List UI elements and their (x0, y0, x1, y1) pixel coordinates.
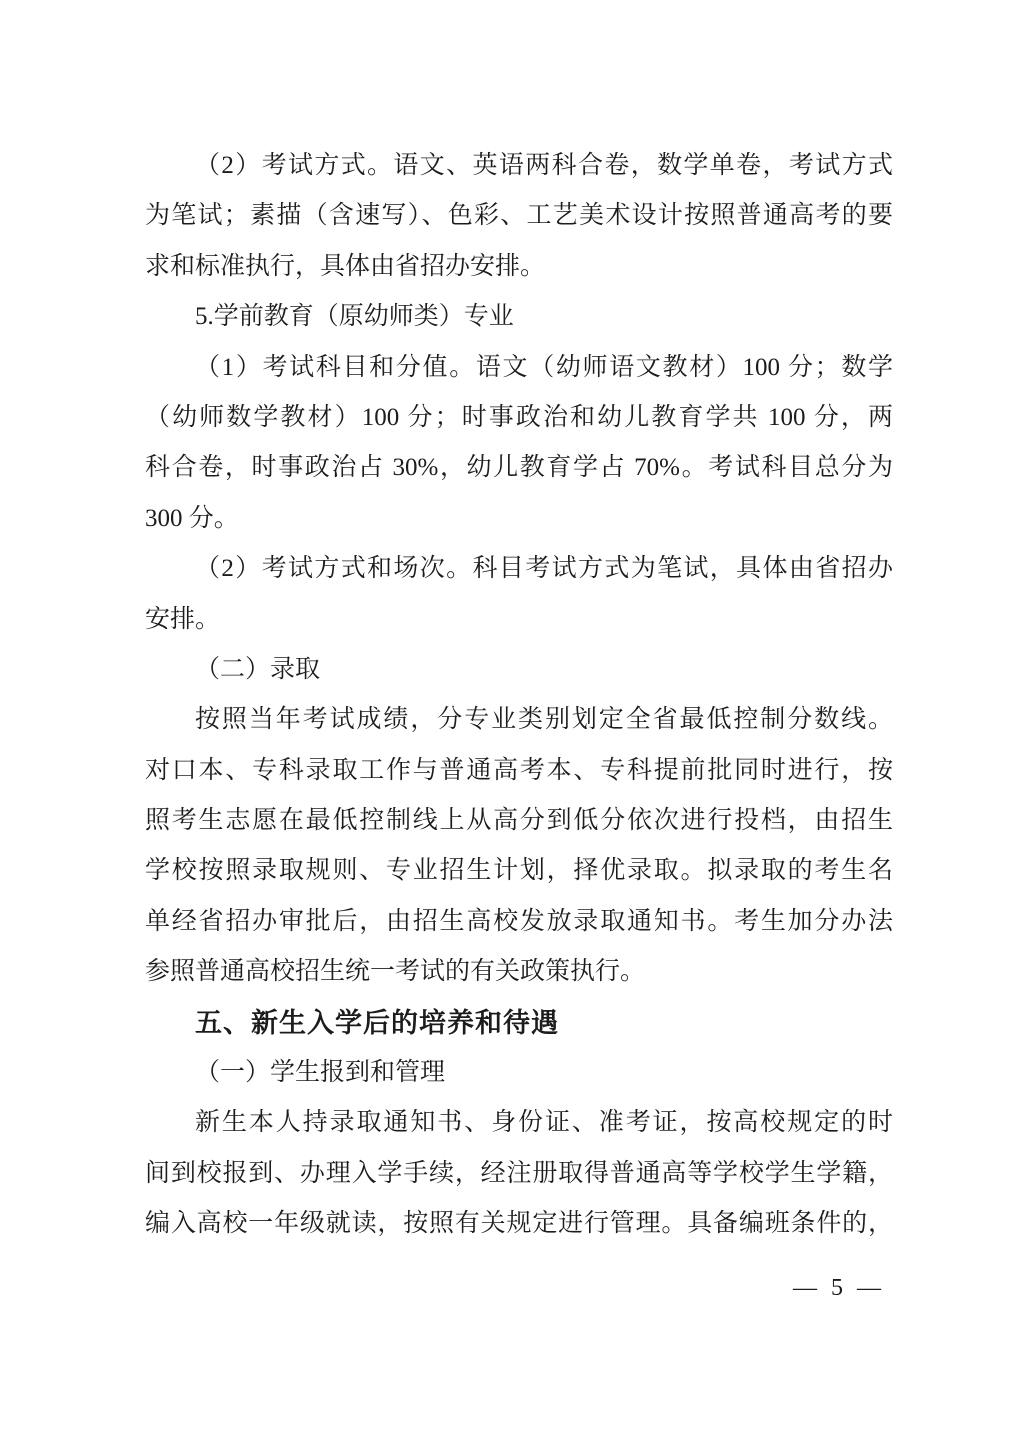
text-line: 300 分。 (145, 504, 239, 532)
document-body (145, 141, 893, 1250)
text-line: 间到校报到、办理入学手续，经注册取得普通高等学校学生学籍， (145, 1159, 893, 1187)
text-line: 单经省招办审批后，由招生高校发放录取通知书。考生加分办法 (145, 907, 893, 935)
text-line: 安排。 (145, 605, 221, 633)
text-line: 求和标准执行，具体由省招办安排。 (145, 252, 546, 280)
text-line: 科合卷，时事政治占 30%，幼儿教育学占 70%。考试科目总分为 (145, 454, 893, 482)
text-line: （2）考试方式。语文、英语两科合卷，数学单卷，考试方式 (195, 152, 893, 179)
text-line: （2）考试方式和场次。科目考试方式为笔试，具体由省招办 (195, 555, 893, 583)
section-heading: 五、新生入学后的培养和待遇 (195, 1007, 559, 1038)
text-line: 参照普通高校招生统一考试的有关政策执行。 (145, 958, 646, 986)
text-line: 编入高校一年级就读，按照有关规定进行管理。具备编班条件的， (145, 1210, 893, 1238)
text-line: 为笔试；素描（含速写）、色彩、工艺美术设计按照普通高考的要 (145, 202, 893, 230)
text-line: 新生本人持录取通知书、身份证、准考证，按高校规定的时 (195, 1109, 893, 1137)
text-line: （幼师数学教材）100 分；时事政治和幼儿教育学共 100 分，两 (145, 403, 893, 431)
text-line: 5.学前教育（原幼师类）专业 (195, 303, 514, 331)
text-line: （1）考试科目和分值。语文（幼师语文教材）100 分；数学 (195, 353, 893, 381)
text-line: 照考生志愿在最低控制线上从高分到低分依次进行投档，由招生 (145, 807, 893, 835)
page-number: — 5 — (793, 1275, 885, 1301)
text-line: 对口本、专科录取工作与普通高考本、专科提前批同时进行，按 (145, 756, 893, 784)
text-line: （二）录取 (195, 655, 321, 683)
text-line: 按照当年考试成绩，分专业类别划定全省最低控制分数线。 (195, 706, 893, 734)
text-line: （一）学生报到和管理 (195, 1059, 446, 1087)
text-line: 学校按照录取规则、专业招生计划，择优录取。拟录取的考生名 (145, 857, 893, 885)
